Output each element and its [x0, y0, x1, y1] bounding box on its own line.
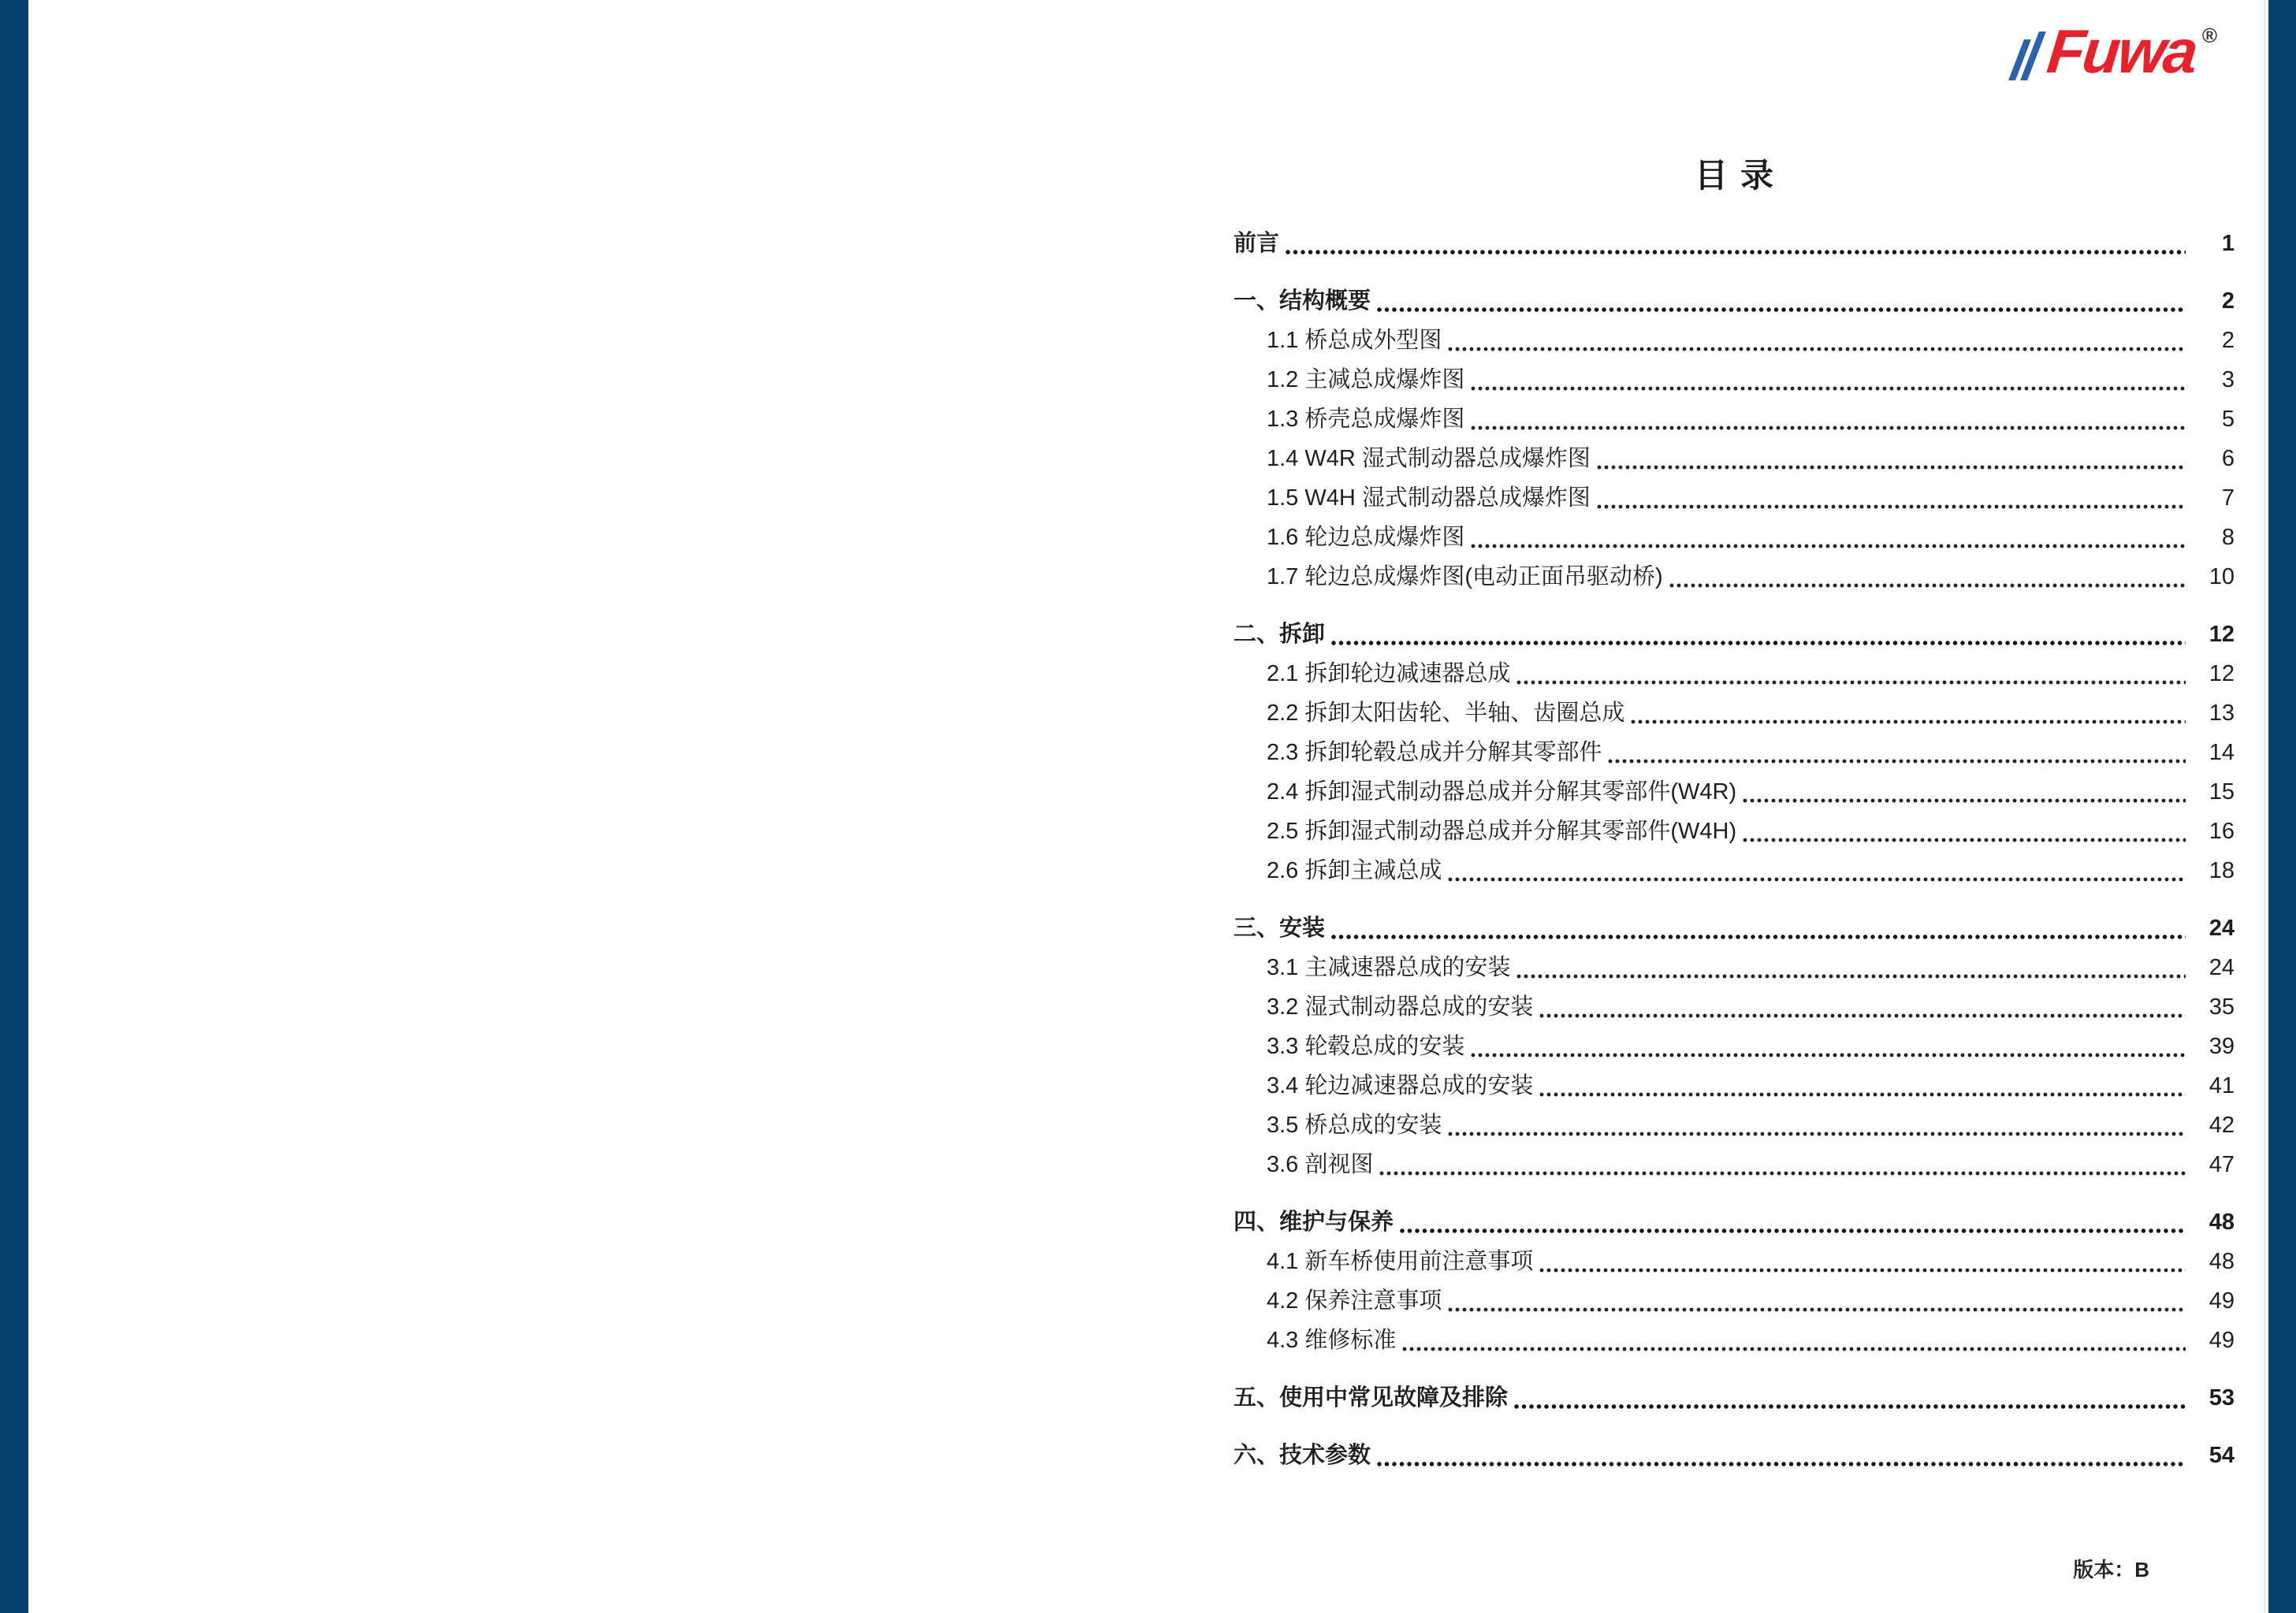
toc-entry-label: 2.3 拆卸轮毂总成并分解其零部件 [1267, 740, 1602, 765]
toc-section-entry [1234, 909, 2235, 948]
toc-dot-leader [1445, 321, 2190, 360]
toc-dot-leader [1628, 693, 2190, 733]
toc-entry-page-number: 35 [2209, 994, 2235, 1020]
toc-entry-label: 2.5 拆卸湿式制动器总成并分解其零部件(W4H) [1267, 819, 1737, 844]
toc-entry-page-number: 7 [2221, 485, 2235, 511]
toc-sub-entry [1234, 1106, 2235, 1145]
toc-entry-label: 3.2 湿式制动器总成的安装 [1267, 994, 1534, 1020]
toc-entry-label: 1.5 W4H 湿式制动器总成爆炸图 [1267, 485, 1591, 511]
toc-dot-leader [1445, 1281, 2190, 1321]
toc-sub-entry [1234, 400, 2235, 439]
toc-dot-leader [1468, 518, 2190, 557]
fuwa-logo [2016, 17, 2217, 86]
toc-entry-page-number: 48 [2209, 1249, 2235, 1274]
toc-entry-label: 1.1 桥总成外型图 [1267, 328, 1442, 353]
right-edge-bar [2268, 0, 2296, 1613]
toc-section-entry [1234, 224, 2235, 263]
toc-entry-page-number: 41 [2209, 1073, 2235, 1098]
toc-section-entry [1234, 1202, 2235, 1242]
toc-entry-page-number: 5 [2221, 407, 2235, 432]
toc-dot-leader [1536, 1242, 2190, 1281]
toc-dot-leader [1594, 478, 2190, 518]
toc-entry-page-number: 2 [2221, 328, 2235, 353]
toc-sub-entry [1234, 1281, 2235, 1321]
toc-sub-entry [1234, 772, 2235, 812]
toc-entry-page-number: 48 [2209, 1210, 2235, 1235]
registered-trademark-icon: ® [2201, 24, 2217, 47]
toc-sub-entry [1234, 1066, 2235, 1106]
toc-entry-label: 1.4 W4R 湿式制动器总成爆炸图 [1267, 446, 1591, 471]
toc-section-entry [1234, 281, 2235, 321]
toc-entry-label: 1.6 轮边总成爆炸图 [1267, 525, 1465, 550]
toc-entry-page-number: 3 [2221, 367, 2235, 392]
toc-dot-leader [1740, 772, 2190, 812]
toc-entry-label: 二、拆卸 [1234, 622, 1326, 647]
toc-dot-leader [1605, 733, 2190, 772]
toc-sub-entry [1234, 1027, 2235, 1066]
toc-dot-leader [1374, 1436, 2190, 1475]
toc-sub-entry [1234, 733, 2235, 772]
toc-entry-page-number: 24 [2209, 955, 2235, 980]
toc-entry-page-number: 49 [2209, 1288, 2235, 1314]
toc-list [1234, 224, 2235, 1475]
toc-dot-leader [1536, 987, 2190, 1027]
toc-entry-label: 四、维护与保养 [1234, 1210, 1394, 1235]
toc-entry-label: 4.2 保养注意事项 [1267, 1288, 1442, 1314]
toc-entry-label: 3.6 剖视图 [1267, 1152, 1374, 1177]
toc-entry-label: 五、使用中常见故障及排除 [1234, 1385, 1509, 1410]
page-edge-shadow [2264, 0, 2265, 1613]
toc-entry-page-number: 12 [2209, 661, 2235, 686]
toc-entry-page-number: 15 [2209, 779, 2235, 805]
toc-sub-entry [1234, 987, 2235, 1027]
toc-entry-page-number: 1 [2221, 231, 2235, 256]
version-footer: 版本：B [2073, 1558, 2149, 1581]
toc-sub-entry [1234, 948, 2235, 987]
toc-dot-leader [1397, 1202, 2190, 1242]
toc-entry-label: 前言 [1234, 231, 1280, 256]
toc-dot-leader [1445, 851, 2190, 890]
toc-entry-page-number: 13 [2209, 701, 2235, 726]
toc-entry-label: 六、技术参数 [1234, 1443, 1371, 1468]
toc-entry-page-number: 14 [2209, 740, 2235, 765]
toc-entry-label: 4.1 新车桥使用前注意事项 [1267, 1249, 1534, 1274]
toc-dot-leader [1399, 1321, 2190, 1360]
toc-entry-label: 三、安装 [1234, 916, 1326, 941]
toc-sub-entry [1234, 1145, 2235, 1184]
toc-sub-entry [1234, 439, 2235, 478]
toc-sub-entry [1234, 1242, 2235, 1281]
toc-dot-leader [1468, 1027, 2190, 1066]
toc-entry-page-number: 39 [2209, 1034, 2235, 1059]
left-edge-bar [0, 0, 28, 1613]
toc-sub-entry [1234, 478, 2235, 518]
toc-entry-label: 1.7 轮边总成爆炸图(电动正面吊驱动桥) [1267, 564, 1663, 589]
logo-wordmark: Fuwa [2044, 17, 2200, 86]
toc-entry-label: 2.4 拆卸湿式制动器总成并分解其零部件(W4R) [1267, 779, 1737, 805]
page-title: 目录 [1694, 157, 1786, 194]
toc-entry-page-number: 53 [2209, 1385, 2235, 1410]
toc-entry-page-number: 42 [2209, 1113, 2235, 1138]
toc-entry-page-number: 12 [2209, 622, 2235, 647]
toc-section-entry [1234, 1378, 2235, 1418]
toc-entry-label: 3.4 轮边减速器总成的安装 [1267, 1073, 1534, 1098]
toc-entry-label: 3.1 主减速器总成的安装 [1267, 955, 1511, 980]
toc-dot-leader [1594, 439, 2190, 478]
logo-slashes-icon [2016, 32, 2043, 80]
toc-entry-label: 1.3 桥壳总成爆炸图 [1267, 407, 1465, 432]
toc-dot-leader [1468, 400, 2190, 439]
toc-dot-leader [1282, 224, 2190, 263]
toc-entry-page-number: 24 [2209, 916, 2235, 941]
toc-entry-label: 3.3 轮毂总成的安装 [1267, 1034, 1465, 1059]
toc-entry-label: 一、结构概要 [1234, 288, 1371, 314]
toc-entry-page-number: 8 [2221, 525, 2235, 550]
toc-dot-leader [1511, 1378, 2190, 1418]
toc-dot-leader [1376, 1145, 2190, 1184]
toc-entry-page-number: 18 [2209, 858, 2235, 883]
toc-entry-page-number: 16 [2209, 819, 2235, 844]
toc-sub-entry [1234, 557, 2235, 597]
toc-dot-leader [1740, 812, 2190, 851]
toc-entry-label: 1.2 主减总成爆炸图 [1267, 367, 1465, 392]
toc-entry-page-number: 47 [2209, 1152, 2235, 1177]
toc-entry-label: 4.3 维修标准 [1267, 1328, 1397, 1353]
toc-entry-label: 2.1 拆卸轮边减速器总成 [1267, 661, 1511, 686]
toc-dot-leader [1666, 557, 2190, 597]
toc-sub-entry [1234, 812, 2235, 851]
toc-dot-leader [1513, 654, 2190, 693]
toc-sub-entry [1234, 851, 2235, 890]
toc-entry-page-number: 2 [2221, 288, 2235, 314]
toc-dot-leader [1328, 909, 2190, 948]
toc-dot-leader [1328, 615, 2190, 654]
toc-section-entry [1234, 615, 2235, 654]
toc-sub-entry [1234, 693, 2235, 733]
toc-sub-entry [1234, 654, 2235, 693]
toc-sub-entry [1234, 360, 2235, 400]
toc-dot-leader [1445, 1106, 2190, 1145]
toc-entry-label: 2.6 拆卸主减总成 [1267, 858, 1442, 883]
toc-entry-label: 2.2 拆卸太阳齿轮、半轴、齿圈总成 [1267, 701, 1625, 726]
toc-dot-leader [1374, 281, 2190, 321]
toc-sub-entry [1234, 321, 2235, 360]
toc-sub-entry [1234, 1321, 2235, 1360]
toc-entry-page-number: 6 [2221, 446, 2235, 471]
toc-entry-page-number: 49 [2209, 1328, 2235, 1353]
toc-section-entry [1234, 1436, 2235, 1475]
toc-dot-leader [1536, 1066, 2190, 1106]
toc-dot-leader [1468, 360, 2190, 400]
toc-entry-label: 3.5 桥总成的安装 [1267, 1113, 1442, 1138]
toc-dot-leader [1513, 948, 2190, 987]
toc-entry-page-number: 10 [2209, 564, 2235, 589]
toc-entry-page-number: 54 [2209, 1443, 2235, 1468]
toc-sub-entry [1234, 518, 2235, 557]
